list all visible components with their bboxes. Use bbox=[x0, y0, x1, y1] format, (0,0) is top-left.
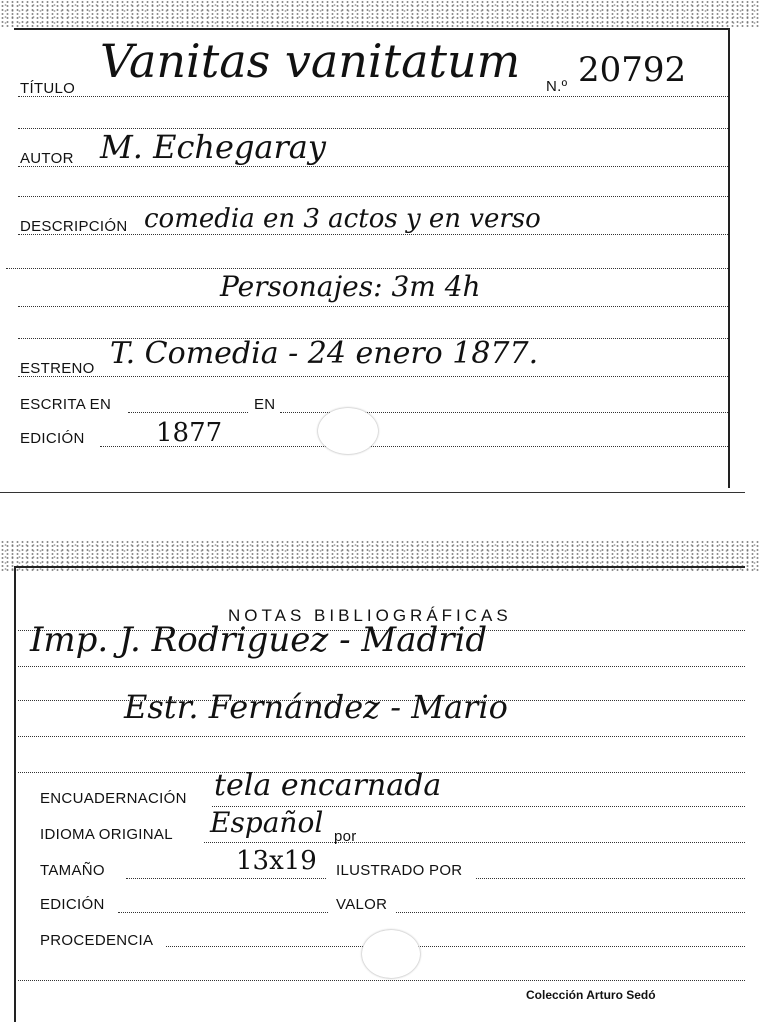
notas-heading: NOTAS BIBLIOGRÁFICAS bbox=[228, 606, 512, 625]
rule-autor bbox=[18, 166, 728, 167]
rule-titulo bbox=[18, 96, 728, 97]
card-top-border bbox=[14, 28, 730, 30]
rule-idioma bbox=[204, 842, 745, 843]
torn-edge-top bbox=[0, 0, 759, 28]
rule-blank-2 bbox=[18, 196, 728, 197]
note-line-1: Imp. J. Rodriguez - Madrid bbox=[30, 620, 488, 660]
autor-value: M. Echegaray bbox=[100, 128, 326, 166]
rule-blank-3 bbox=[6, 268, 728, 269]
en-label: EN bbox=[254, 396, 276, 413]
card-left-border bbox=[14, 566, 16, 1022]
rule-escrita bbox=[128, 412, 248, 413]
edicion-value: 1877 bbox=[156, 418, 223, 448]
card-right-border bbox=[728, 28, 730, 488]
catalog-card-bottom bbox=[0, 540, 759, 1028]
escrita-en-label: ESCRITA EN bbox=[20, 396, 112, 413]
rule-final bbox=[18, 980, 745, 981]
numero-label: N.º bbox=[546, 78, 568, 95]
rule-note-2 bbox=[18, 736, 745, 737]
rule-edicion-2 bbox=[118, 912, 328, 913]
autor-label: AUTOR bbox=[20, 150, 74, 167]
rule-ilustrado bbox=[476, 878, 745, 879]
rule-personajes bbox=[18, 306, 728, 307]
descripcion-value: comedia en 3 actos y en verso bbox=[144, 204, 541, 234]
rule-note-1 bbox=[18, 666, 745, 667]
idioma-label: IDIOMA ORIGINAL bbox=[40, 826, 173, 843]
rule-procedencia bbox=[166, 946, 745, 947]
estreno-value: T. Comedia - 24 enero 1877. bbox=[110, 336, 539, 371]
collection-footer: Colección Arturo Sedó bbox=[526, 988, 656, 1002]
ilustrado-label: ILUSTRADO POR bbox=[336, 862, 463, 879]
encuadernacion-value: tela encarnada bbox=[214, 768, 442, 803]
redaction-blot-top bbox=[318, 408, 378, 454]
catalog-card-top bbox=[0, 0, 759, 492]
valor-label: VALOR bbox=[336, 896, 388, 913]
edicion-label: EDICIÓN bbox=[20, 430, 85, 447]
tamano-value: 13x19 bbox=[236, 846, 317, 876]
card-top-border-2 bbox=[14, 566, 745, 568]
redaction-blot-bottom bbox=[362, 930, 420, 978]
personajes-value: Personajes: 3m 4h bbox=[220, 270, 481, 303]
rule-valor bbox=[396, 912, 745, 913]
edicion-label-2: EDICIÓN bbox=[40, 896, 105, 913]
estreno-label: ESTRENO bbox=[20, 360, 95, 377]
descripcion-label: DESCRIPCIÓN bbox=[20, 218, 128, 235]
encuadernacion-label: ENCUADERNACIÓN bbox=[40, 790, 187, 807]
note-line-2: Estr. Fernández - Mario bbox=[124, 688, 508, 726]
titulo-value: Vanitas vanitatum bbox=[100, 34, 521, 88]
rule-tamano bbox=[126, 878, 326, 879]
por-label: por bbox=[334, 828, 357, 845]
procedencia-label: PROCEDENCIA bbox=[40, 932, 154, 949]
rule-estreno bbox=[18, 376, 728, 377]
idioma-value: Español bbox=[210, 806, 324, 839]
numero-value: 20792 bbox=[578, 50, 687, 90]
card-separator-line bbox=[0, 492, 745, 493]
titulo-label: TÍTULO bbox=[20, 80, 76, 97]
tamano-label: TAMAÑO bbox=[40, 862, 105, 879]
